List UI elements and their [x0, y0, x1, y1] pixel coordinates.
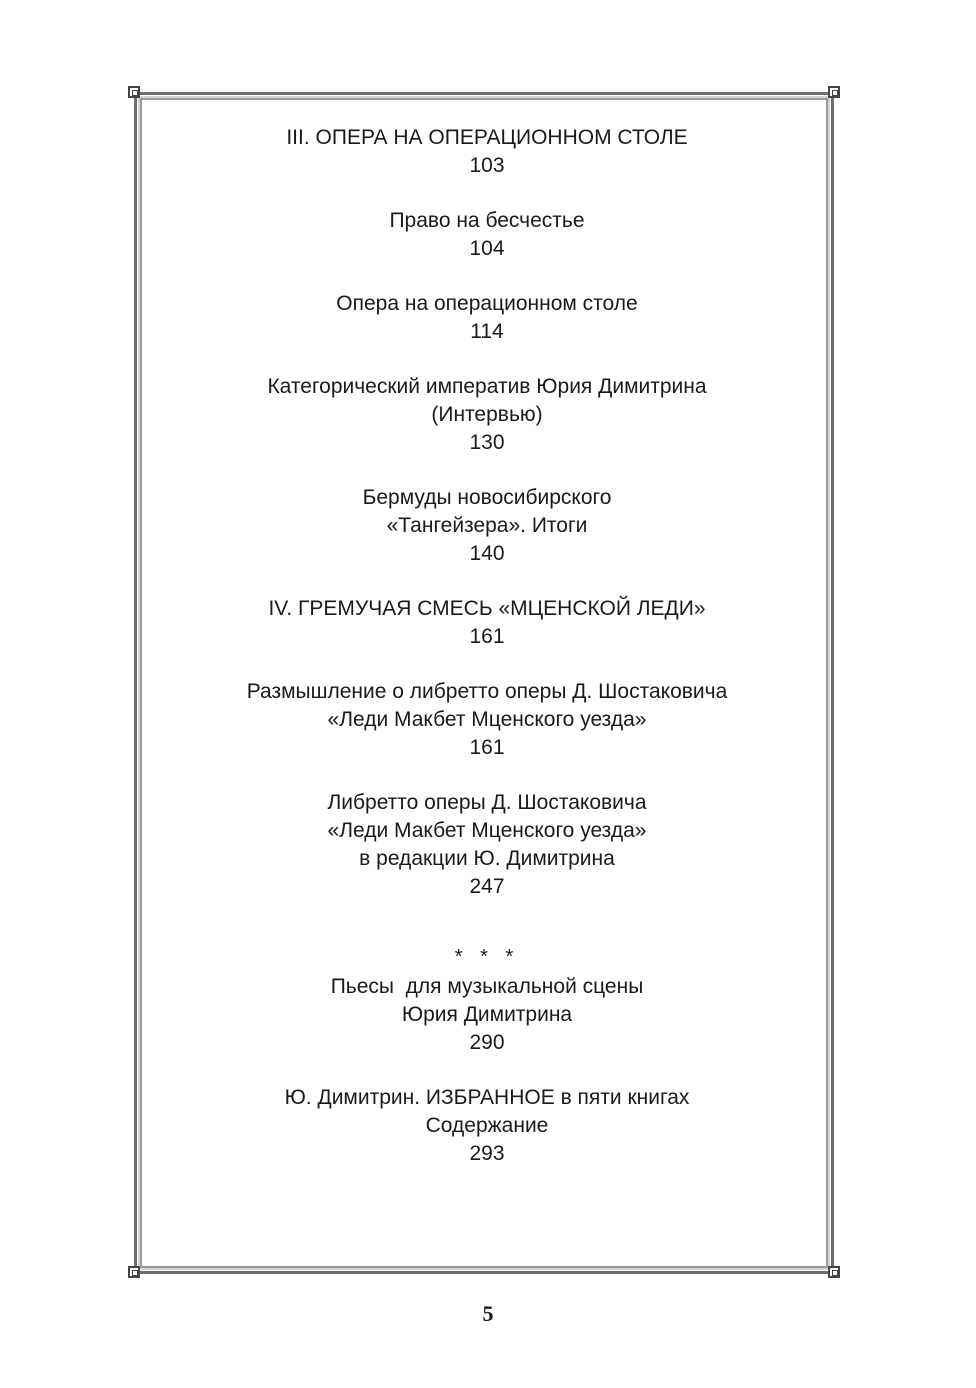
toc-entry-page: 161	[469, 625, 505, 648]
toc-entry-page: 161	[469, 736, 505, 759]
section-separator: * * *	[454, 946, 520, 968]
toc-entry	[150, 973, 824, 1057]
toc-entry-page: 247	[469, 875, 505, 898]
toc-entry-title: Размышление о либретто оперы Д. Шостаковича	[246, 680, 728, 703]
toc-entry-title: Категорический императив Юрия Димитрина	[267, 375, 707, 398]
page-number: 5	[482, 1301, 494, 1326]
toc-entry-page: 140	[469, 542, 505, 565]
frame-corner-ornament	[128, 1266, 140, 1278]
toc-entry-page: 290	[469, 1031, 505, 1054]
toc-entry	[150, 595, 824, 651]
toc-entry-subtitle: в редакции Ю. Димитрина	[359, 847, 615, 870]
toc-entry-title: Право на бесчестье	[389, 209, 585, 232]
frame-corner-ornament	[828, 86, 840, 98]
toc-entry-subtitle: Юрия Димитрина	[401, 1003, 573, 1026]
toc-entry-title: Ю. Димитрин. ИЗБРАННОЕ в пяти книгах	[284, 1086, 690, 1109]
toc-entry-title: III. ОПЕРА НА ОПЕРАЦИОННОМ СТОЛЕ	[286, 126, 688, 149]
toc-entry	[150, 484, 824, 568]
toc-entry-title: Бермуды новосибирского	[362, 486, 612, 509]
toc-entry	[150, 207, 824, 263]
toc-entry-subtitle: «Леди Макбет Мценского уезда»	[327, 819, 647, 842]
frame-corner-ornament	[128, 86, 140, 98]
toc-entry	[150, 789, 824, 901]
toc-entry	[150, 290, 824, 346]
frame-corner-ornament	[828, 1266, 840, 1278]
toc-entry-subtitle: Содержание	[425, 1114, 549, 1137]
toc-entry-title: Пьесы для музыкальной сцены	[330, 975, 644, 998]
toc-entry-subtitle: (Интервью)	[431, 403, 543, 426]
toc-entry	[150, 1084, 824, 1168]
toc-entry-title: Либретто оперы Д. Шостаковича	[327, 791, 647, 814]
toc-entry	[150, 373, 824, 457]
toc-entry-title: Опера на операционном столе	[336, 292, 638, 315]
toc-entry-subtitle: «Тангейзера». Итоги	[386, 514, 588, 537]
toc-entry-page: 114	[470, 320, 504, 343]
toc-entry-page: 130	[469, 431, 505, 454]
toc-entry	[150, 124, 824, 180]
toc-entry-page: 104	[469, 237, 505, 260]
toc-entry-subtitle: «Леди Макбет Мценского уезда»	[327, 708, 647, 731]
toc-entry-page: 103	[469, 154, 505, 177]
toc-entry-page: 293	[469, 1142, 505, 1165]
table-of-contents	[150, 124, 824, 1195]
toc-entry-title: IV. ГРЕМУЧАЯ СМЕСЬ «МЦЕНСКОЙ ЛЕДИ»	[268, 597, 706, 620]
toc-entry	[150, 678, 824, 762]
